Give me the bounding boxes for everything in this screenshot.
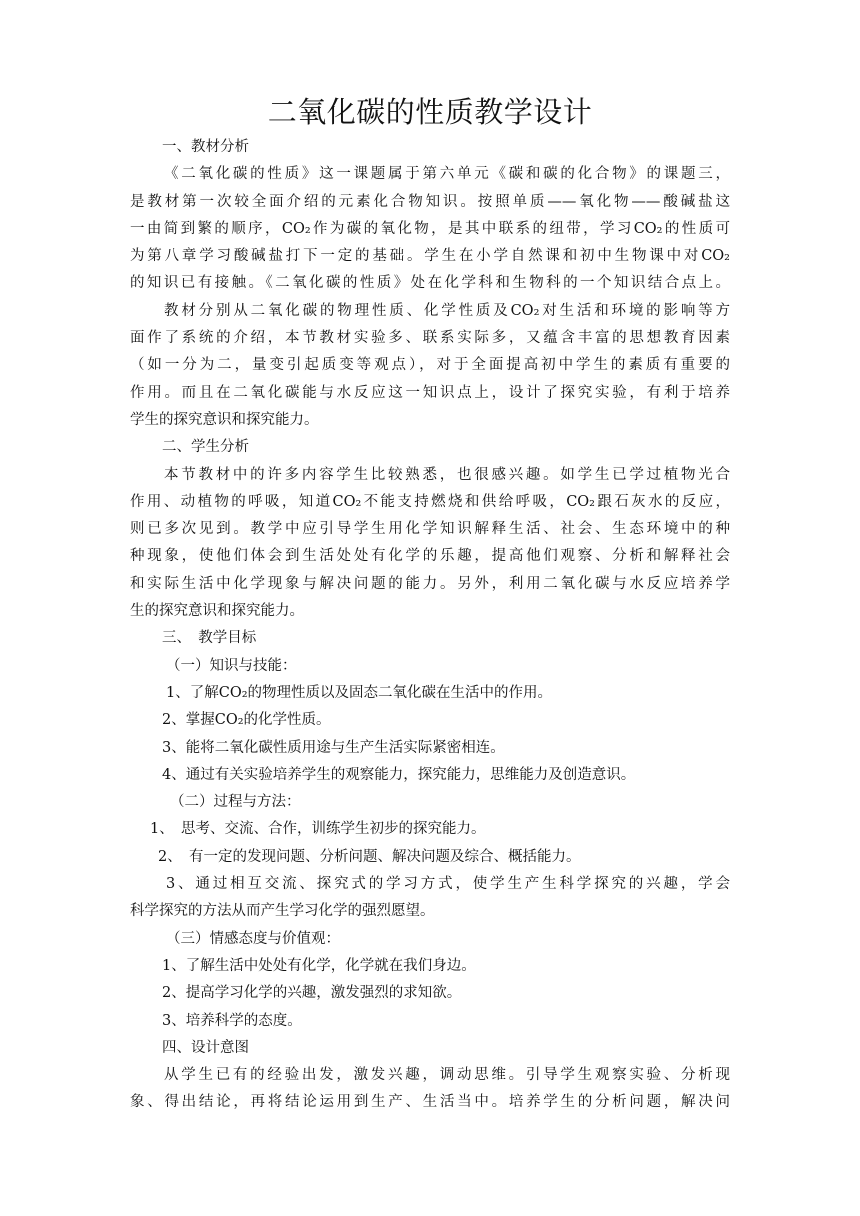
text-line: 是教材第一次较全面介绍的元素化合物知识。按照单质——氧化物——酸碱盐这 <box>130 193 730 210</box>
list-item: 1、了解生活中处处有化学，化学就在我们身边。 <box>162 957 476 974</box>
text-line: 《二氧化碳的性质》这一课题属于第六单元《碳和碳的化合物》的课题三， <box>164 166 730 183</box>
list-item: 4、通过有关实验培养学生的观察能力，探究能力，思维能力及创造意识。 <box>162 766 636 783</box>
text-line: 和实际生活中化学现象与解决问题的能力。另外，利用二氧化碳与水反应培养学 <box>130 575 730 592</box>
list-item: 1、 思考、交流、合作，训练学生初步的探究能力。 <box>150 821 486 838</box>
list-item: 3、能将二氧化碳性质用途与生产生活实际紧密相连。 <box>162 739 505 756</box>
subsection-heading: （二）过程与方法： <box>170 794 301 811</box>
text-line: 为第八章学习酸碱盐打下一定的基础。学生在小学自然课和初中生物课中对CO₂ <box>130 248 730 265</box>
subsection-heading: （一）知识与技能： <box>166 657 297 674</box>
list-item: 1、了解CO₂的物理性质以及固态二氧化碳在生活中的作用。 <box>166 684 553 701</box>
document-body <box>130 90 730 1117</box>
document-title: 二氧化碳的性质教学设计 <box>267 95 593 129</box>
text-line: 作用、动植物的呼吸，知道CO₂不能支持燃烧和供给呼吸，CO₂跟石灰水的反应， <box>130 493 730 510</box>
list-item: 2、提高学习化学的兴趣，激发强烈的求知欲。 <box>162 985 462 1002</box>
text-line: 面作了系统的介绍，本节教材实验多、联系实际多，又蕴含丰富的思想教育因素 <box>130 330 730 347</box>
text-line: 种现象，使他们体会到生活处处有化学的乐趣，提高他们观察、分析和解释社会 <box>130 548 730 565</box>
list-item: 2、 有一定的发现问题、分析问题、解决问题及综合、概括能力。 <box>158 848 581 865</box>
list-item: 2、掌握CO₂的化学性质。 <box>162 712 331 729</box>
subsection-heading: （三）情感态度与价值观： <box>166 930 340 947</box>
text-line: （如一分为二，量变引起质变等观点），对于全面提高初中学生的素质有重要的 <box>130 357 730 374</box>
section-heading: 四、设计意图 <box>162 1039 249 1056</box>
text-line: 学生的探究意识和探究能力。 <box>130 411 319 428</box>
text-line: 本节教材中的许多内容学生比较熟悉，也很感兴趣。如学生已学过植物光合 <box>164 466 730 483</box>
list-item: 3、通过相互交流、探究式的学习方式，使学生产生科学探究的兴趣，学会 <box>166 876 730 893</box>
text-line: 一由简到繁的顺序，CO₂作为碳的氧化物，是其中联系的纽带，学习CO₂的性质可 <box>130 220 730 237</box>
list-item: 3、培养科学的态度。 <box>162 1012 302 1029</box>
section-heading: 三、 教学目标 <box>162 630 257 647</box>
text-line: 则已多次见到。教学中应引导学生用化学知识解释生活、社会、生态环境中的种 <box>130 521 730 538</box>
text-line: 象、得出结论，再将结论运用到生产、生活当中。培养学生的分析问题，解决问 <box>130 1094 730 1111</box>
section-heading: 二、学生分析 <box>162 439 249 456</box>
text-line: 教材分别从二氧化碳的物理性质、化学性质及CO₂对生活和环境的影响等方 <box>164 302 730 319</box>
section-heading: 一、教材分析 <box>162 139 249 155</box>
text-line: 从学生已有的经验出发，激发兴趣，调动思维。引导学生观察实验、分析现 <box>164 1067 730 1084</box>
text-line: 生的探究意识和探究能力。 <box>130 603 304 620</box>
text-line: 科学探究的方法从而产生学习化学的强烈愿望。 <box>130 903 435 920</box>
text-line: 的知识已有接触。《二氧化碳的性质》处在化学科和生物科的一个知识结合点上。 <box>130 275 730 292</box>
text-line: 作用。而且在二氧化碳能与水反应这一知识点上，设计了探究实验，有利于培养 <box>130 384 730 401</box>
